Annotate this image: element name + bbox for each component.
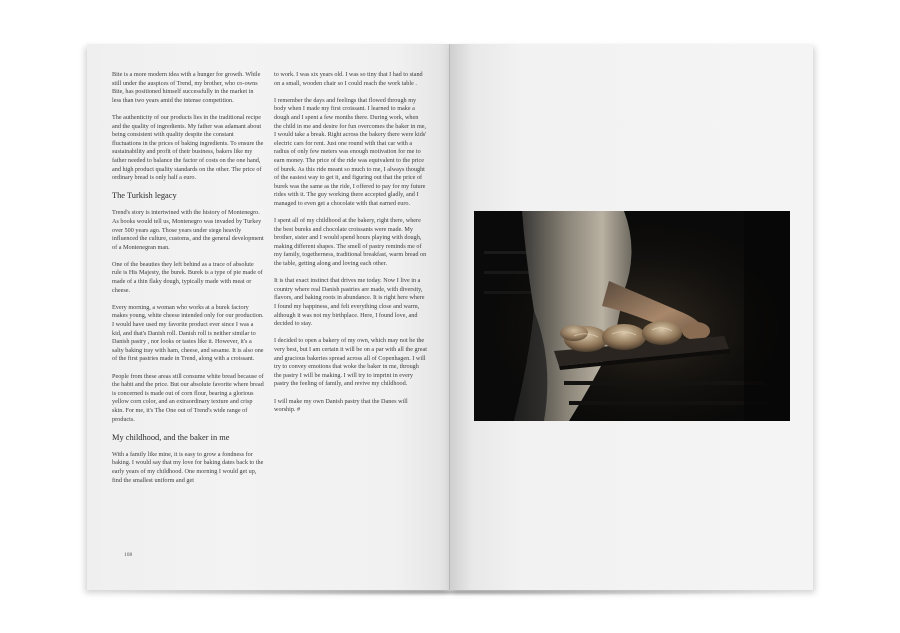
paragraph: One of the beauties they left behind as a trace of absolute rule is His Majesty, the burek. Burek is a type of pie made of made of a thin flaky dough, typically made with meat or cheese. [112, 260, 263, 294]
text-column-2 [274, 71, 427, 423]
paragraph: I decided to open a bakery of my own, which may not be the very best, but I am certain it will be on a par with all the great and gracious bakeries spread across all of Copenhagen. I will try to convey emotions that woke the baker in me, through the pastry I will be making. I will try to imprint in every pastry the feeling of family, and revive my childhood. [274, 337, 427, 388]
right-page [450, 44, 813, 590]
paragraph: Trend's story is intertwined with the history of Montenegro. As books would tell us, Montenegro was invaded by Turkey over 500 years ago. Those years under siege heavily influenced the culture, customs, and the general development of a Montenegran man. [112, 209, 264, 251]
paragraph: I will make my own Danish pastry that the Danes will worship. # [274, 397, 408, 414]
paragraph: It is that exact instinct that drives me today. Now I live in a country where real Danish pastries are made, with diversity, flavors, and baking roots in abundance. It is right here where I found my happiness, and felt everything close and warm, although it was not my birthplace. Here, I found love, and decided to stay. [274, 277, 425, 328]
section-heading-turkish-legacy: The Turkish legacy [112, 191, 177, 201]
paragraph: I remember the days and feelings that flowed through my body when I made my first croissant. I learned to make a dough and I spent a few months there. During work, when the child in me and desire for fun overcomes the baker in me, I would take a break. Right across the bakery there were kids' electric cars for rent. Just one round with that car with a radius of only few meters was enough motivation for me to earn money. The price of the ride was equivalent to the price of burek. As this ride meant so much to me, I always thought of the easiest way to get it, and figuring out that the price of burek was the same as the ride, I offered to pay for my future rides with it. The guy working there accepted gladly, and I managed to even get a chocolate with that earned euro. [274, 96, 427, 207]
paragraph: The authenticity of our products lies in the traditional recipe and the quality of ingredients. My father was adamant about being consistent with quality despite the constant fluctuations in the prices of baking ingredients. To ensure the sustainability and profit of their business, bakers like my father needed to balance the factor of costs on the one hand, and high product quality standards on the other. The price of ordinary bread is only half a euro. [112, 113, 264, 182]
text-column-1 [112, 71, 264, 494]
section-heading-childhood: My childhood, and the baker in me [112, 432, 230, 442]
paragraph: Every morning, a woman who works at a burek factory makes young, white cheese intended only for our production. I would have used my favorite product ever since I was a kid, and that's Danish roll. Danish roll is neither similar to Danish pastry , nor looks or tastes like it. However, it's a salty baking tray with ham, cheese, and sesame. It is also one of the first pastries made in Trend, along with a croissant. [112, 303, 264, 363]
paragraph: People from these areas still consume white bread because of the habit and the price. But our absolute favorite where bread is concerned is made out of corn flour, bearing a glorious yellow corn color, and an extraordinary texture and crisp skin. For me, it's The One out of Trend's wide range of products. [112, 372, 264, 423]
paragraph: I spent all of my childhood at the bakery, right there, where the best bureks and chocolate croissants were made. My brother, sister and I would spend hours playing with dough, making different shapes. The smell of pastry reminds me of my family, togetherness, traditional breakfast, warm bread on the table, getting along and loving each other. [274, 217, 427, 268]
paragraph: Bite is a more modern idea with a hunger for growth. While still under the auspices of Trend, my brother, who co-owns Bite, has positioned himself successfully in the market in less than two years amid the intense competition. [112, 71, 261, 104]
baker-photo-icon [474, 211, 790, 421]
page-number: 108 [124, 552, 133, 558]
paragraph: With a family like mine, it is easy to grow a fondness for baking. I would say that my love for baking dates back to the early years of my childhood. One morning I would get up, find the smallest uniform and get [112, 450, 264, 484]
paragraph: to work. I was six years old. I was so tiny that I had to stand on a small, wooden chair so I could reach the work table . [274, 71, 423, 87]
left-page [87, 44, 450, 590]
